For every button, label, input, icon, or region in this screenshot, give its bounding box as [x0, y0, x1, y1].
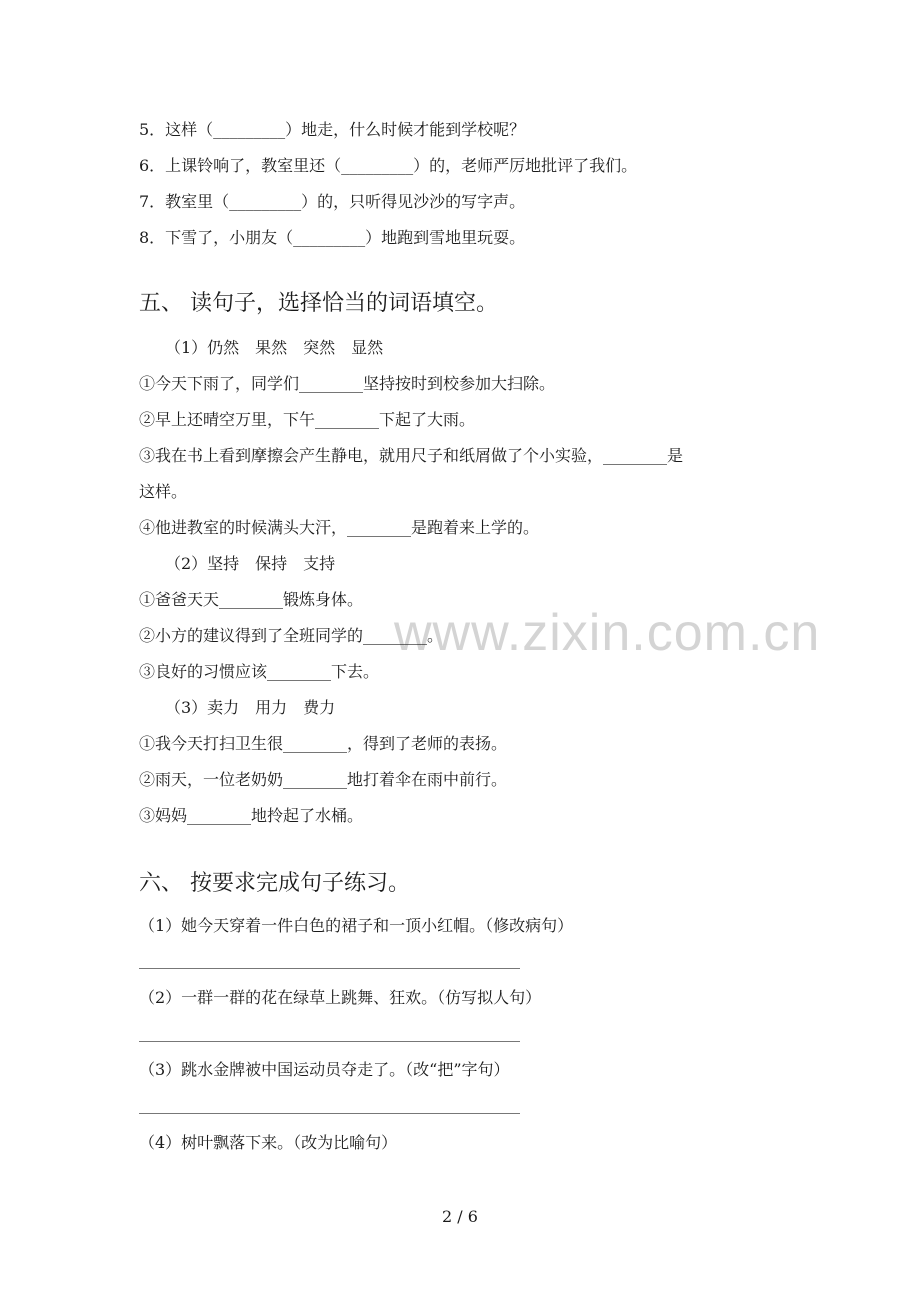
- question-item: 8．下雪了，小朋友（_________）地跑到雪地里玩耍。: [139, 228, 526, 247]
- section5-title: 五、 读句子，选择恰当的词语填空。: [139, 291, 498, 316]
- exercise-item: （3）跳水金牌被中国运动员夺走了。（改“把”字句）: [139, 1060, 510, 1079]
- question-item: ①我今天打扫卫生很________，得到了老师的表扬。: [139, 734, 508, 753]
- question-item: 7．教室里（_________）的，只听得见沙沙的写字声。: [139, 192, 526, 211]
- question-item: ②早上还晴空万里，下午________下起了大雨。: [139, 410, 476, 429]
- section6-title: 六、 按要求完成句子练习。: [139, 871, 410, 896]
- word-choices: （2）坚持 保持 支持: [165, 554, 336, 573]
- question-item: 6．上课铃响了，教室里还（_________）的，老师严厉地批评了我们。: [139, 156, 638, 175]
- page-number: 2 / 6: [442, 1207, 478, 1226]
- exercise-item: （2）一群一群的花在绿草上跳舞、狂欢。（仿写拟人句）: [139, 988, 542, 1007]
- exercise-item: （4）树叶飘落下来。（改为比喻句）: [139, 1133, 398, 1152]
- answer-line[interactable]: [139, 968, 520, 969]
- watermark: www.zixin.com.cn: [394, 604, 821, 662]
- exercise-item: （1）她今天穿着一件白色的裙子和一顶小红帽。（修改病句）: [139, 916, 574, 935]
- question-item-continued: 这样。: [139, 482, 188, 501]
- question-item: ①爸爸天天________锻炼身体。: [139, 590, 364, 609]
- word-choices: （3）卖力 用力 费力: [165, 698, 336, 717]
- word-choices: （1）仍然 果然 突然 显然: [165, 338, 384, 357]
- question-item: 5．这样（_________）地走，什么时候才能到学校呢？: [139, 120, 526, 139]
- question-item: ②小方的建议得到了全班同学的________。: [139, 626, 444, 645]
- answer-line[interactable]: [139, 1041, 520, 1042]
- question-item: ②雨天，一位老奶奶________地打着伞在雨中前行。: [139, 770, 508, 789]
- question-item: ③我在书上看到摩擦会产生静电，就用尺子和纸屑做了个小实验，________是: [139, 446, 684, 465]
- question-item: ③良好的习惯应该________下去。: [139, 662, 380, 681]
- question-item: ③妈妈________地拎起了水桶。: [139, 806, 364, 825]
- question-item: ④他进教室的时候满头大汗，________是跑着来上学的。: [139, 518, 540, 537]
- answer-line[interactable]: [139, 1113, 520, 1114]
- question-item: ①今天下雨了，同学们________坚持按时到校参加大扫除。: [139, 374, 556, 393]
